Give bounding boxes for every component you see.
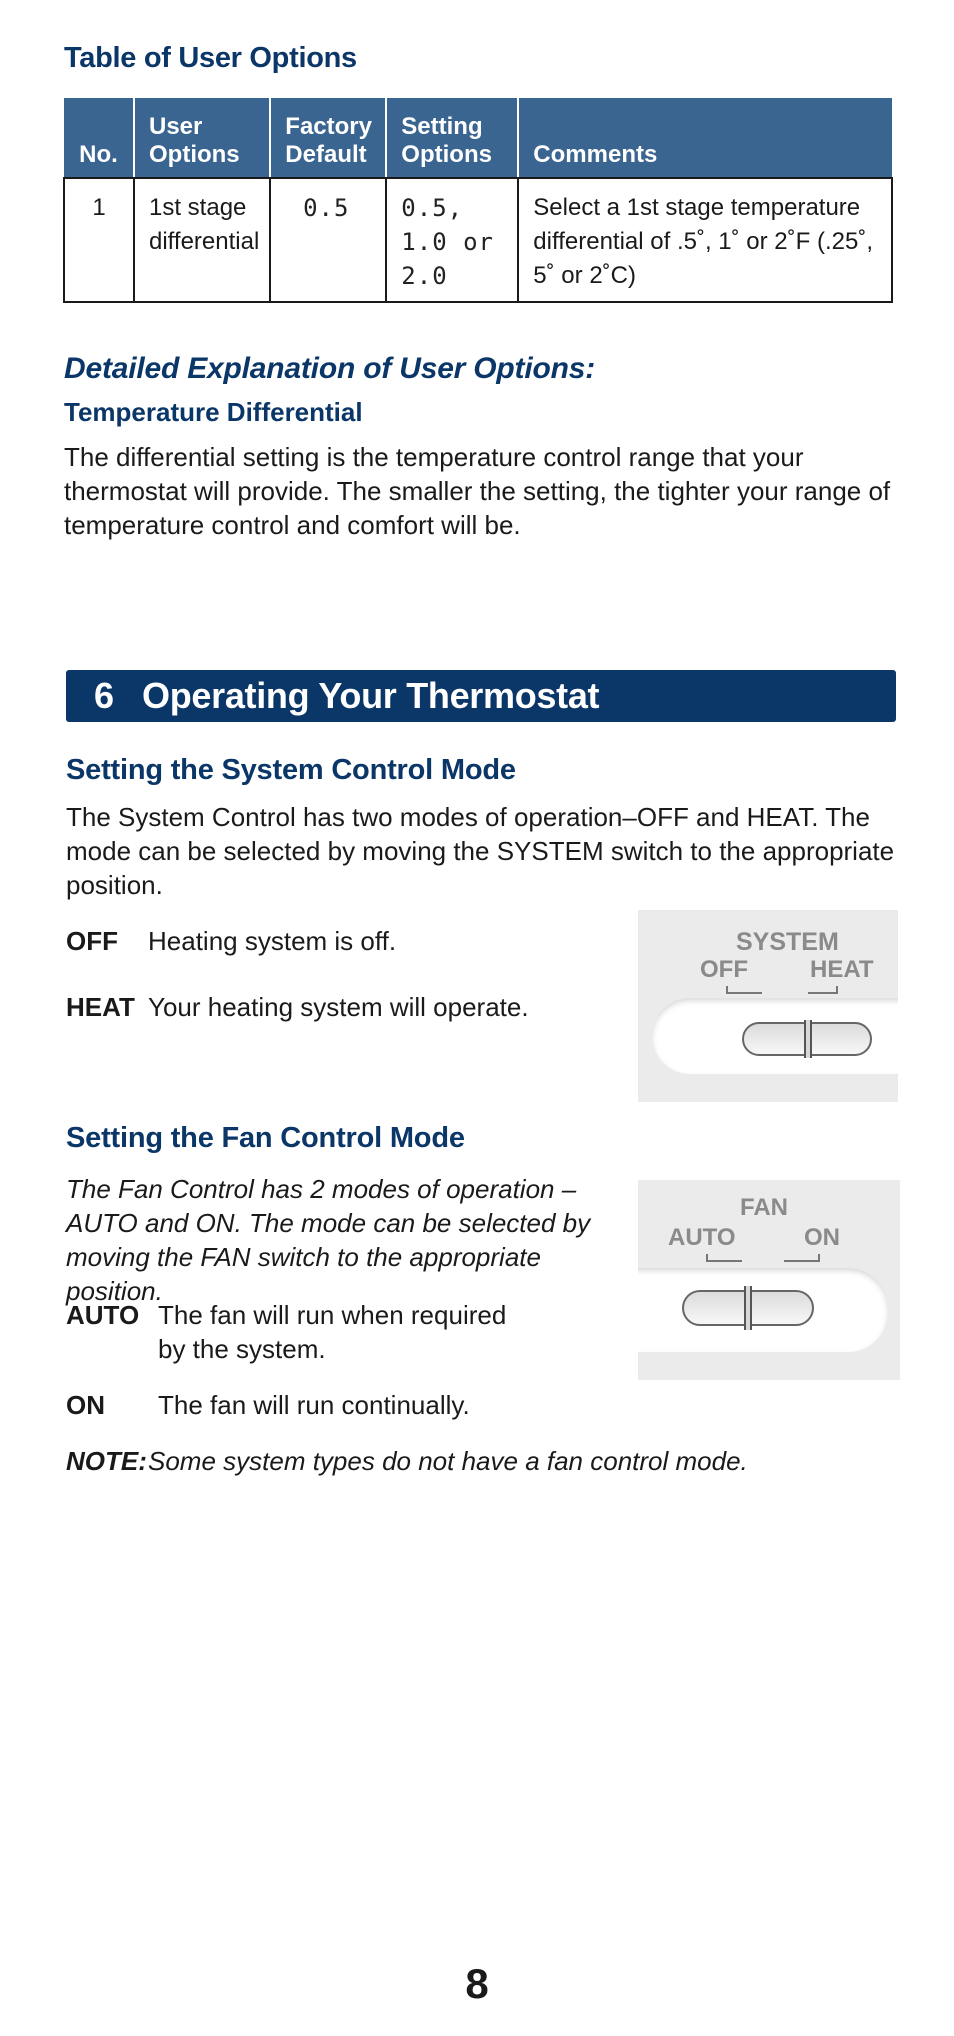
user-options-table	[63, 98, 893, 303]
switch-right-label: ON	[804, 1224, 840, 1251]
switch-right-label: HEAT	[810, 956, 874, 983]
table-row	[64, 178, 892, 302]
mode-desc: The fan will run continually.	[158, 1390, 470, 1420]
cell-no: 1	[64, 178, 134, 302]
system-mode-title: Setting the System Control Mode	[66, 754, 516, 786]
note-text: Some system types do not have a fan control mode.	[148, 1446, 748, 1476]
section-title: Operating Your Thermostat	[142, 675, 600, 716]
section-number: 6	[93, 675, 115, 716]
table-header-row	[64, 98, 892, 178]
table-title: Table of User Options	[64, 42, 357, 74]
header-setting-options: Setting Options	[386, 98, 518, 178]
system-switch-illustration	[638, 910, 898, 1102]
fan-mode-title: Setting the Fan Control Mode	[66, 1122, 465, 1154]
mode-off	[66, 924, 396, 958]
switch-label: SYSTEM	[736, 928, 839, 956]
header-user-options: User Options	[134, 98, 270, 178]
temperature-differential-title: Temperature Differential	[64, 397, 363, 427]
header-comments: Comments	[518, 98, 892, 178]
fan-switch-illustration	[638, 1180, 900, 1380]
tick-mark	[808, 986, 838, 994]
mode-desc: The fan will run when required by the system.	[158, 1300, 507, 1364]
mode-key: AUTO	[66, 1300, 140, 1330]
differential-paragraph: The differential setting is the temperature control range that your thermostat will provide. The smaller the setting, the tighter your range of temperature control and comfort will be.	[64, 442, 891, 540]
cell-option: 1st stage differential	[134, 178, 270, 302]
switch-knob	[804, 1020, 812, 1058]
switch-left-label: AUTO	[668, 1224, 736, 1251]
switch-label: FAN	[740, 1194, 788, 1221]
cell-settings: 0.5, 1.0 or 2.0	[386, 178, 518, 302]
mode-desc: Heating system is off.	[148, 926, 397, 956]
page-number: 8	[465, 1960, 489, 2007]
mode-heat	[66, 990, 529, 1024]
fan-mode-paragraph: The Fan Control has 2 modes of operation – AUTO and ON. The mode can be selected by moving the FAN switch to the appropriate position.	[66, 1174, 591, 1306]
switch-knob	[744, 1286, 752, 1330]
fan-note	[66, 1444, 748, 1478]
tick-mark	[726, 986, 762, 994]
cell-default: 0.5	[270, 178, 386, 302]
note-label: NOTE:	[66, 1446, 147, 1476]
section-header	[66, 670, 896, 722]
mode-key: ON	[66, 1390, 105, 1420]
detail-title: Detailed Explanation of User Options:	[64, 352, 596, 385]
mode-on	[66, 1388, 470, 1422]
header-factory-default: Factory Default	[270, 98, 386, 178]
header-no: No.	[64, 98, 134, 178]
mode-key: OFF	[66, 926, 118, 956]
tick-mark	[706, 1254, 742, 1262]
mode-key: HEAT	[66, 992, 135, 1022]
system-mode-paragraph: The System Control has two modes of operation–OFF and HEAT. The mode can be selected by moving the SYSTEM switch to the appropriate position.	[66, 802, 895, 900]
mode-auto	[66, 1298, 538, 1366]
switch-left-label: OFF	[700, 956, 748, 983]
tick-mark	[784, 1254, 820, 1262]
cell-comments: Select a 1st stage temperature differential of .5˚, 1˚ or 2˚F (.25˚, 5˚ or 2˚C)	[518, 178, 892, 302]
mode-desc: Your heating system will operate.	[148, 992, 529, 1022]
